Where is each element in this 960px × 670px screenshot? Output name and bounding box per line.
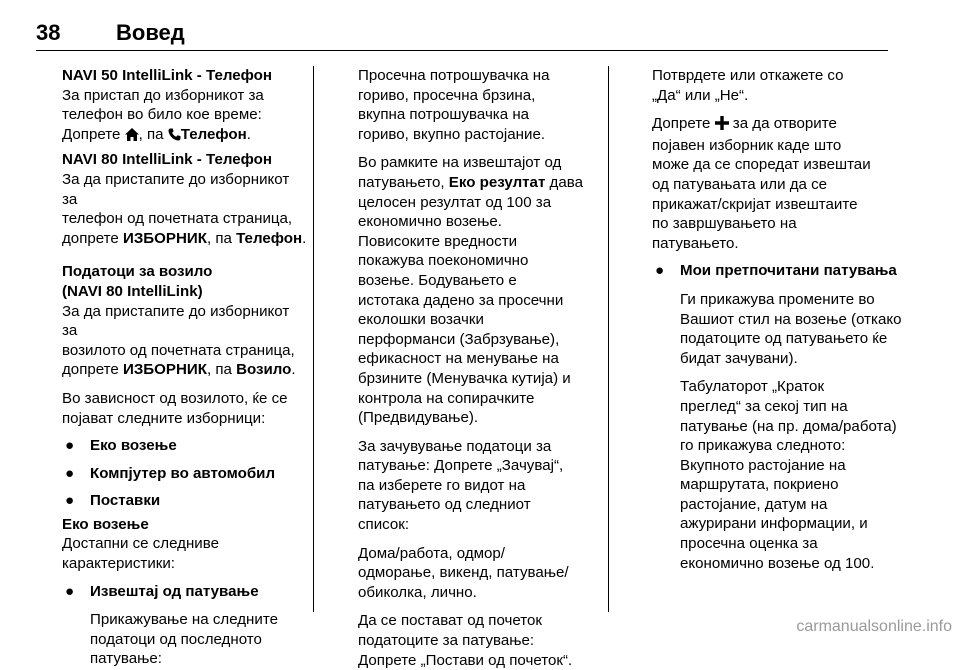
text-line: патувањето. — [652, 234, 739, 252]
text-span: . — [291, 361, 296, 379]
home-icon — [125, 127, 139, 147]
text-line: карактеристики: — [62, 555, 175, 573]
bullet-icon: ● — [65, 582, 75, 600]
text-line — [62, 229, 307, 249]
text-span: . — [246, 125, 251, 143]
text-span: за да отворите — [728, 115, 837, 133]
text-line — [652, 114, 914, 136]
text-span: Возило — [236, 361, 292, 379]
text-line: контрола на сопирачките — [358, 389, 535, 407]
text-line: брзините (Менувачка кутија) и — [358, 369, 571, 387]
column-2 — [358, 66, 598, 670]
text-span: патувањето, — [358, 173, 449, 191]
text-line: Во зависност од возилото, ќе се — [62, 389, 288, 407]
text-span: , па — [206, 361, 237, 379]
text-line: Допрете „Постави од почеток“. — [358, 651, 573, 669]
bullet-label: Компјутер во автомобил — [90, 464, 276, 482]
text-line: податоците за патување: — [358, 632, 535, 650]
text-line: патување: — [90, 650, 162, 668]
text-line: истотака дадено за просечни — [358, 291, 564, 309]
bullet-item — [62, 436, 307, 456]
text-line: Во рамките на извештајот од — [358, 154, 562, 172]
text-line: возење. Бодувањето е — [358, 271, 517, 289]
text-span: Еко резултат — [448, 173, 546, 191]
text-span: допрете — [62, 361, 123, 379]
bullet-icon: ● — [65, 464, 75, 482]
bullet-label: Извештај од патување — [90, 582, 259, 600]
navi80-heading: NAVI 80 IntelliLink - Телефон — [62, 151, 272, 169]
text-line: бидат зачувани). — [680, 349, 798, 367]
text-line: (Предвидување). — [358, 409, 479, 427]
text-line: возилото од почетната страница, — [62, 341, 295, 359]
text-line: па изберете го видот на — [358, 476, 526, 494]
text-line: список: — [358, 516, 410, 534]
text-line: перформанси (Забрзување), — [358, 330, 560, 348]
text-span: Телефон — [236, 229, 303, 247]
text-line: Вкупното растојание на — [680, 456, 846, 474]
text-line: прикажат/скријат извештаите — [652, 195, 858, 213]
watermark: carmanualsonline.info — [796, 618, 952, 635]
text-span: ИЗБОРНИК — [123, 361, 207, 379]
text-line: Просечна потрошувачка на — [358, 67, 550, 84]
text-line: Достапни се следниве — [62, 535, 219, 553]
bullet-label: Еко возење — [90, 437, 177, 455]
column-divider — [313, 66, 314, 612]
text-line: целосен резултат од 100 за — [358, 193, 552, 211]
text-line: покажува поекономично — [358, 252, 529, 270]
text-line: „Да“ или „Не“. — [652, 86, 749, 104]
text-line: растојание, датум на — [680, 495, 828, 513]
text-line: економично возење. — [358, 213, 502, 231]
text-line: просечна оценка за — [680, 535, 818, 553]
bullet-label: Поставки — [90, 492, 161, 510]
text-line: од патувањата или да се — [652, 175, 828, 193]
text-line: За да пристапите до изборникот за — [62, 170, 290, 208]
text-line: обиколка, лично. — [358, 583, 477, 601]
text-line: Ги прикажува промените во — [680, 290, 875, 308]
bullet-item — [62, 464, 307, 484]
text-span: Допрете — [652, 115, 715, 133]
text-span: ИЗБОРНИК — [123, 229, 207, 247]
bullet-icon: ● — [65, 437, 75, 455]
page-header — [36, 8, 888, 51]
text-line: појавен изборник каде што — [652, 136, 842, 154]
text-line: телефон од почетната страница, — [62, 210, 293, 228]
bullet-item — [62, 582, 307, 602]
text-span: допрете — [62, 229, 123, 247]
bullet-item — [652, 261, 914, 281]
text-span: . — [302, 229, 307, 247]
navi50-heading: NAVI 50 IntelliLink - Телефон — [62, 67, 272, 84]
text-line: Прикажување на следните — [90, 611, 278, 629]
vehicle-heading: Податоци за возило — [62, 263, 213, 281]
text-line: податоците од патувањето ќе — [680, 330, 888, 348]
text-line: еколошки возачки — [358, 311, 484, 329]
text-span: , па — [206, 229, 237, 247]
text-line: појават следните изборници: — [62, 409, 266, 427]
text-line: патување (на пр. дома/работа) — [680, 417, 897, 435]
page-section-title: Вовед — [116, 20, 185, 45]
vehicle-heading-sub: (NAVI 80 IntelliLink) — [62, 282, 203, 300]
column-divider — [608, 66, 609, 612]
text-line — [62, 125, 307, 147]
text-line: одморање, викенд, патување/ — [358, 564, 569, 582]
text-line: ажурирани информации, и — [680, 515, 868, 533]
plus-icon — [715, 116, 729, 136]
text-line: За зачувување податоци за — [358, 437, 552, 455]
text-span: дава — [545, 173, 583, 191]
text-span: , па — [138, 125, 168, 143]
text-line — [62, 360, 307, 380]
text-line: Повисоките вредности — [358, 232, 518, 250]
text-span: Телефон — [180, 125, 247, 143]
text-line — [358, 173, 598, 193]
eco-heading: Еко возење — [62, 515, 149, 533]
text-line: Дома/работа, одмор/ — [358, 544, 506, 562]
text-line: телефон во било кое време: — [62, 106, 262, 124]
text-line: гориво, вкупно растојание. — [358, 125, 546, 143]
text-line: гориво, просечна брзина, — [358, 86, 536, 104]
text-line: податоци од последното — [90, 630, 262, 648]
text-line: патување: Допрете „Зачувај“, — [358, 457, 564, 475]
column-1 — [62, 66, 307, 669]
text-line: Вашиот стил на возење (откако — [680, 310, 902, 328]
text-span: Допрете — [62, 125, 125, 143]
text-line: по завршувањето на — [652, 215, 797, 233]
text-line: Табулаторот „Краток — [680, 378, 825, 396]
bullet-label: Мои претпочитани патувања — [680, 262, 897, 280]
bullet-item — [62, 491, 307, 511]
phone-icon — [168, 127, 181, 147]
text-line: може да се споредат извештаи — [652, 156, 871, 174]
text-line: економично возење од 100. — [680, 554, 875, 572]
text-line: Потврдете или откажете со — [652, 67, 844, 84]
page-number: 38 — [36, 20, 61, 45]
text-line: го прикажува следното: — [680, 437, 846, 455]
text-line: За да пристапите до изборникот за — [62, 302, 290, 340]
bullet-icon: ● — [655, 262, 665, 280]
text-line: ефикасност на менување на — [358, 350, 559, 368]
text-line: маршрутата, покриено — [680, 476, 839, 494]
text-line: вкупна потрошувачка на — [358, 106, 530, 124]
column-3 — [652, 66, 914, 573]
text-line: патувањето од следниот — [358, 496, 531, 514]
text-line: За пристап до изборникот за — [62, 86, 264, 104]
bullet-icon: ● — [65, 492, 75, 510]
text-line: Да се постават од почеток — [358, 612, 543, 630]
text-line: преглед“ за секој тип на — [680, 397, 848, 415]
